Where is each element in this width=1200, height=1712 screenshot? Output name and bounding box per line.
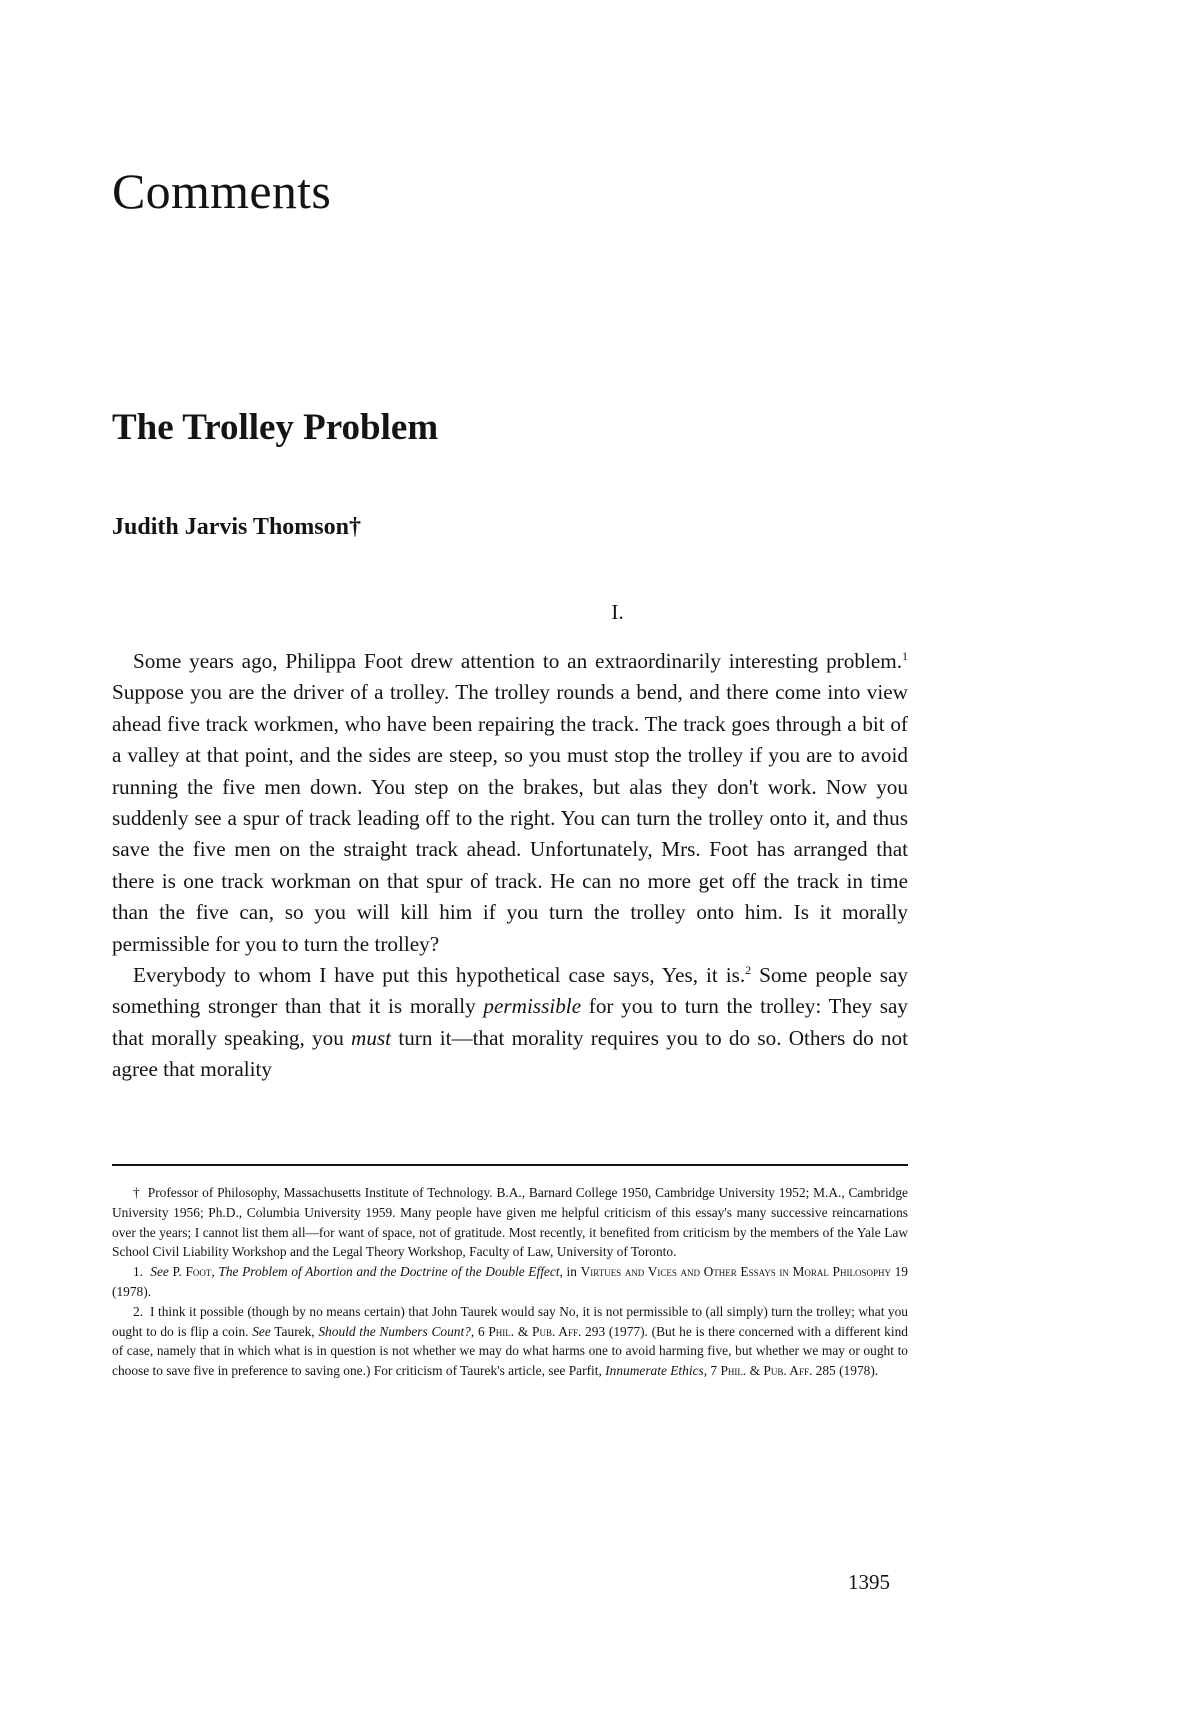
footnote-1-number: 1. [133,1264,144,1280]
footnote-dagger-mark: † [133,1185,141,1200]
paragraph-2-text-a: Everybody to whom I have put this hypothetical case says, Yes, it is. [133,963,746,988]
footnote-ref-1: 1 [902,648,908,663]
footnote-2-title-2: Innumerate Ethics, [605,1363,708,1379]
footnote-2-title-1: Should the Numbers Count?, [318,1323,475,1339]
section-number: I. [611,600,624,624]
paragraph-2-text-c: for you to turn the trolley: They say that morally speaking, you [112,994,908,1050]
footnote-1-text: P. [168,1264,186,1280]
footnote-1-text: in [562,1264,581,1280]
paragraph-1-text-a: Some years ago, Philippa Foot drew attention to an extraordinarily interesting problem. [133,649,902,673]
author-name: Judith Jarvis Thomson [112,514,349,540]
footnote-2-text: 6 [474,1323,489,1339]
paragraph-1 [112,646,908,960]
emphasis-must: must [351,1025,392,1050]
paragraph-2 [112,960,908,1086]
footnote-2-journal-1: Phil. & Pub. Aff. [488,1323,582,1339]
paragraph-2-text-d: turn it—that morality requires you to do so. Others do not agree that morality [112,1025,908,1082]
footnote-1-signal: See [150,1264,169,1280]
footnote-1-book: Virtues and Vices and Other Essays in Moral Philosophy [580,1264,891,1280]
footnote-2-journal-2: Phil. & Pub. Aff. [720,1363,813,1379]
footnote-2-text: Taurek, [270,1323,319,1339]
footnote-2 [112,1302,908,1381]
footnote-2-text: 293 (1977). (But he is there concerned with a different kind of case, namely that in which what is in question is not whether we may do what harms one to avoid harming five, but whether we may or ought to choose to save five in preference to saving one.) For criticism of Taurek's article, see Parfit, [112,1323,908,1379]
footnote-1-text: , [211,1264,219,1280]
author-byline [112,515,361,539]
footnote-2-text: I think it possible (though by no means certain) that John Taurek would say No, it is not permissible to (all simply) turn the trolley; what you ought to do is flip a coin. [112,1303,908,1339]
footnote-1-title: The Problem of Abortion and the Doctrine of the Double Effect, [218,1264,563,1280]
footnotes [112,1183,908,1381]
footnote-1-author: Foot [185,1264,212,1280]
paragraph-1-text-b: Suppose you are the driver of a trolley. The trolley rounds a bend, and there come into view ahead five track workmen, who have been repairing the track. The track goes through a bit of a valley at that point, and the sides are steep, so you must stop the trolley if you are to avoid running the five men down. You step on the brakes, but alas they don't work. Now you suddenly see a spur of track leading off to the right. You can turn the trolley onto it, and thus save the five men on the straight track ahead. Unfortunately, Mrs. Foot has arranged that there is one track workman on that spur of track. He can no more get off the track in time than the five can, so you will kill him if you turn the trolley onto him. Is it morally permissible for you to turn the trolley? [112,680,908,956]
footnote-2-text: 7 [707,1363,721,1379]
section-title: Comments [112,163,332,219]
page-number: 1395 [848,1570,890,1594]
author-footnote-mark: † [348,514,361,540]
footnote-ref-2: 2 [745,963,752,977]
footnote-2-text: 285 (1978). [812,1363,879,1379]
footnote-dagger-text: Professor of Philosophy, Massachusetts Institute of Technology. B.A., Barnard College 1950, Cambridge University 1952; M.A., Cambridge University 1956; Ph.D., Columbia University 1959. Many people have given me helpful criticism of this essay's many successive reincarnations over the years; I cannot list them all—for want of space, not of gratitude. Most recently, it benefited from criticism by the members of the Yale Law School Civil Liability Workshop and the Legal Theory Workshop, Faculty of Law, University of Toronto. [112,1185,908,1260]
emphasis-permissible: permissible [483,994,582,1019]
article-title: The Trolley Problem [112,407,439,448]
footnote-1-text: 19 (1978). [112,1264,908,1299]
footnote-dagger [112,1183,908,1262]
footnote-2-signal: See [252,1323,271,1339]
footnote-divider [112,1164,908,1166]
footnote-1 [112,1262,908,1302]
footnote-2-number: 2. [133,1303,144,1319]
body-text [112,646,908,1086]
paragraph-2-text-b: Some people say something stronger than that it is morally [112,963,908,1019]
